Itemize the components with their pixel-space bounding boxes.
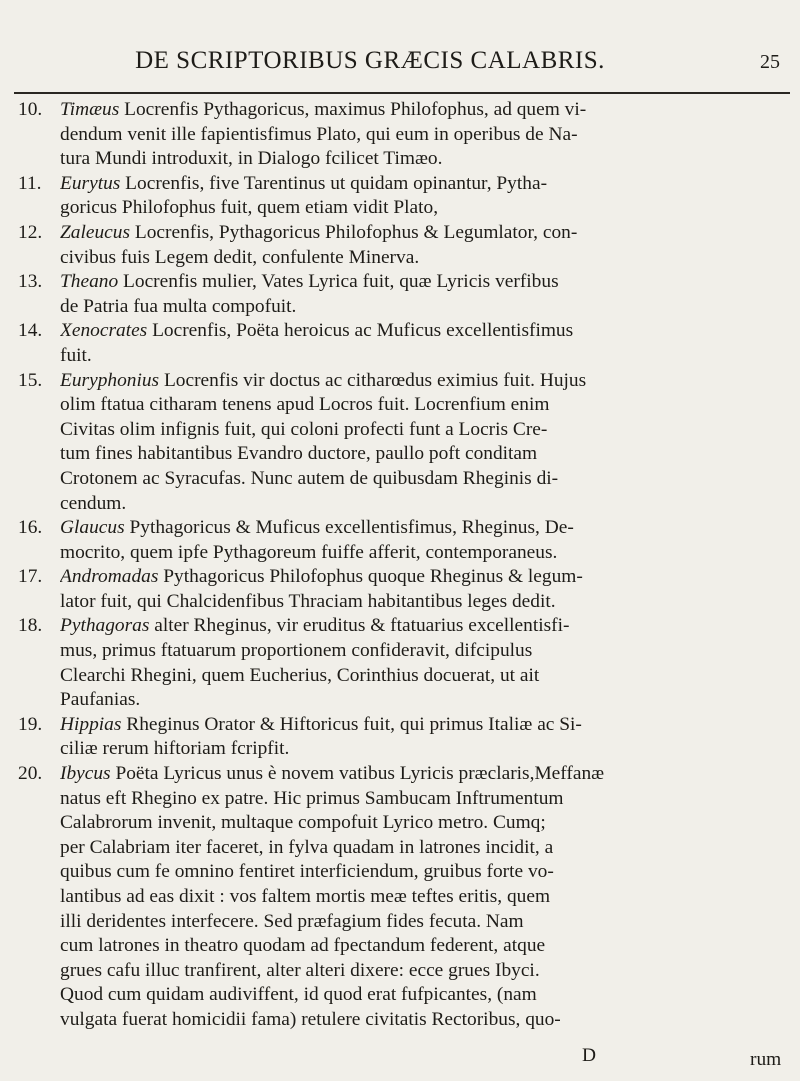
entry-number: 12.	[18, 221, 43, 243]
text-line: fuit.	[60, 344, 92, 366]
entry-number: 10.	[18, 99, 43, 120]
text-line: dendum venit ille fapientisfimus Plato, qui eum in operibus de Na-	[60, 123, 578, 145]
text-line	[60, 713, 794, 738]
text-line: cum latrones in theatro quodam ad fpectandum federent, atque	[60, 935, 546, 957]
text-line: Quod cum quidam audiviffent, id quod erat fufpicantes, (nam	[60, 984, 537, 1006]
list-item	[0, 565, 800, 614]
line-text: Locrenfis Pythagoricus, maximus Philofophus, ad quem vi-	[119, 99, 587, 120]
list-item	[0, 172, 800, 221]
text-line: ciliæ rerum hiftoriam fcripfit.	[60, 738, 290, 760]
text-line: mus, primus ftatuarum proportionem confideravit, difcipulus	[60, 640, 533, 662]
text-line: Calabrorum invenit, multaque compofuit Lyrico metro. Cumq;	[60, 812, 546, 834]
entry-text	[60, 713, 794, 762]
running-title: DE SCRIPTORIBUS GRÆCIS CALABRIS.	[135, 47, 605, 74]
entry-number: 13.	[18, 271, 43, 293]
text-line	[60, 565, 794, 590]
entry-text	[60, 98, 794, 172]
author-name: Pythagoras	[60, 615, 150, 637]
line-text: Pythagoricus & Muficus excellentisfimus, Rheginus, De-	[124, 517, 574, 539]
entry-number: 14.	[18, 320, 43, 342]
text-line	[60, 369, 794, 394]
entry-text	[60, 221, 794, 270]
text-line: natus eft Rhegino ex patre. Hic primus Sambucam Inftrumentum	[60, 787, 564, 809]
entry-text	[60, 369, 794, 517]
entry-number: 11.	[18, 172, 42, 194]
entry-number: 20.	[18, 763, 43, 785]
text-line: lator fuit, qui Chalcidenfibus Thraciam habitantibus leges dedit.	[60, 590, 556, 612]
text-line	[60, 319, 794, 344]
list-item	[0, 516, 800, 565]
entry-text	[60, 614, 794, 712]
text-line: cendum.	[60, 492, 127, 514]
line-text: Rheginus Orator & Hiftoricus fuit, qui primus Italiæ ac Si-	[121, 713, 582, 735]
list-item	[0, 713, 800, 762]
entry-number: 18.	[18, 615, 43, 637]
entry-text	[60, 565, 794, 614]
entry-text	[60, 516, 794, 565]
page-number: 25	[760, 51, 780, 73]
line-text: Poëta Lyricus unus è novem vatibus Lyricis præclaris,Meffanæ	[110, 763, 605, 785]
text-line: vulgata fuerat homicidii fama) retulere civitatis Rectoribus, quo-	[60, 1008, 561, 1030]
author-name: Hippias	[60, 713, 122, 735]
text-line	[60, 172, 794, 197]
text-line	[60, 221, 794, 246]
text-line: goricus Philofophus fuit, quem etiam vidit Plato,	[60, 197, 439, 219]
running-header	[0, 47, 800, 87]
author-name: Euryphonius	[60, 369, 160, 391]
list-item	[0, 369, 800, 517]
entry-text	[60, 270, 794, 319]
author-name: Eurytus	[60, 172, 121, 194]
line-text: Locrenfis mulier, Vates Lyrica fuit, quæ Lyricis verfibus	[118, 271, 559, 293]
text-line: grues cafu illuc tranfirent, alter alteri dixere: ecce grues Ibyci.	[60, 959, 540, 981]
catchword: rum	[750, 1049, 782, 1070]
text-line	[60, 762, 794, 787]
text-line: quibus cum fe omnino fentiret interficiendum, gruibus forte vo-	[60, 861, 554, 883]
list-item	[0, 221, 800, 270]
line-text: Locrenfis, Poëta heroicus ac Muficus excellentisfimus	[147, 320, 574, 342]
entry-text	[60, 762, 794, 1033]
text-line	[60, 516, 794, 541]
author-name: Zaleucus	[60, 221, 131, 243]
list-item	[0, 614, 800, 712]
list-item	[0, 762, 800, 1033]
author-name: Glaucus	[60, 517, 125, 539]
text-line: lantibus ad eas dixit : vos faltem mortis meæ teftes eritis, quem	[60, 886, 551, 907]
author-name: Andromadas	[60, 566, 159, 588]
entry-list	[0, 98, 800, 1033]
text-line: illi deridentes interfecere. Sed præfagium fides fecuta. Nam	[60, 910, 524, 932]
text-line: per Calabriam iter faceret, in fylva quadam in latrones incidit, a	[60, 836, 554, 858]
line-text: Locrenfis vir doctus ac citharœdus eximius fuit. Hujus	[159, 369, 587, 391]
list-item	[0, 98, 800, 172]
signature-mark: D	[582, 1045, 597, 1066]
header-rule	[14, 92, 790, 94]
page-footer	[0, 1045, 800, 1075]
list-item	[0, 270, 800, 319]
text-line: Clearchi Rhegini, quem Eucherius, Corinthius docuerat, ut ait	[60, 664, 540, 686]
line-text: Locrenfis, Pythagoricus Philofophus & Legumlator, con-	[130, 221, 578, 243]
text-line: Civitas olim infignis fuit, qui coloni profecti funt a Locris Cre-	[60, 418, 548, 440]
text-line	[60, 270, 794, 295]
entry-text	[60, 319, 794, 368]
entry-number: 16.	[18, 517, 43, 539]
text-line: mocrito, quem ipfe Pythagoreum fuiffe afferit, contemporaneus.	[60, 541, 558, 563]
text-line: Paufanias.	[60, 689, 141, 711]
text-line: Crotonem ac Syracufas. Nunc autem de quibusdam Rheginis di-	[60, 467, 559, 489]
text-line: olim ftatua citharam tenens apud Locros fuit. Locrenfium enim	[60, 394, 550, 416]
entry-number: 17.	[18, 566, 43, 588]
text-line	[60, 614, 794, 639]
entry-number: 15.	[18, 369, 43, 391]
text-line: tura Mundi introduxit, in Dialogo fcilicet Timæo.	[60, 148, 443, 170]
author-name: Timæus	[60, 99, 120, 120]
text-line	[60, 98, 794, 123]
line-text: Locrenfis, five Tarentinus ut quidam opinantur, Pytha-	[120, 172, 548, 194]
entry-text	[60, 172, 794, 221]
author-name: Ibycus	[60, 763, 111, 785]
author-name: Theano	[60, 271, 119, 293]
text-line: tum fines habitantibus Evandro ductore, paullo poft conditam	[60, 443, 538, 465]
line-text: alter Rheginus, vir eruditus & ftatuarius excellentisfi-	[149, 615, 570, 637]
line-text: Pythagoricus Philofophus quoque Rheginus & legum-	[158, 566, 583, 588]
author-name: Xenocrates	[60, 320, 148, 342]
text-line: de Patria fua multa compofuit.	[60, 295, 297, 317]
text-line: civibus fuis Legem dedit, confulente Minerva.	[60, 246, 420, 268]
entry-number: 19.	[18, 713, 43, 735]
list-item	[0, 319, 800, 368]
